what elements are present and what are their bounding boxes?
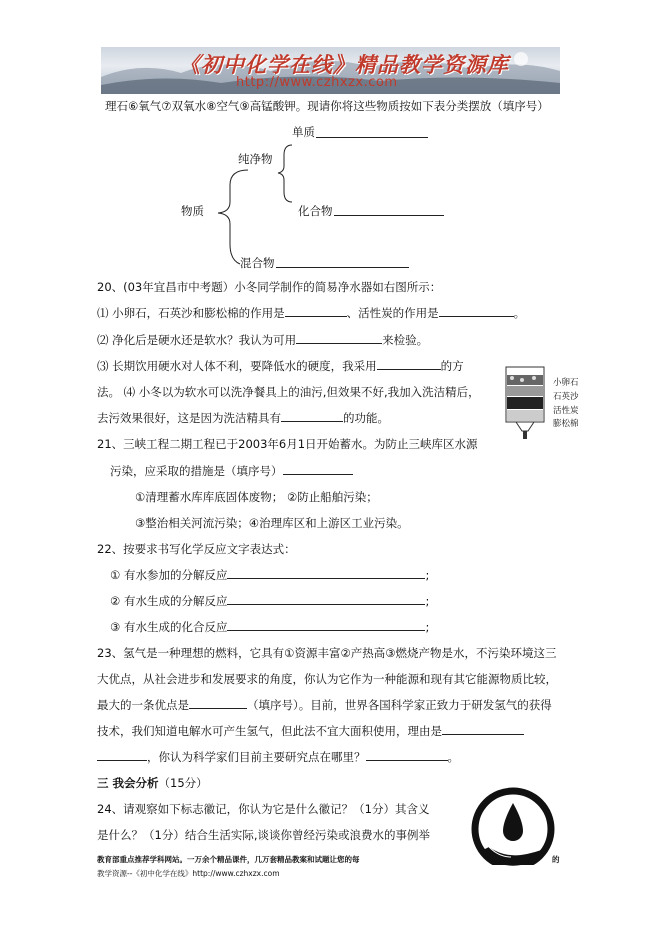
compound-label: 化合物 [298,204,333,218]
q22-2-end: ; [425,594,430,608]
section3-score: （15分） [158,776,208,790]
q20-1-text: ⑴ 小卵石，石英沙和膨松棉的作用是 [97,306,285,320]
q20-line2 [97,332,428,348]
cotton-layer [507,410,543,421]
q22-blank-3[interactable] [227,619,425,631]
q20-blank-d[interactable] [377,358,441,370]
fig-label-sand: 石英沙 [553,392,579,402]
q23-3-end: （填序号）。目前，世界各国科学家正致力于研发氢气的获得 [247,698,552,712]
water-filter-figure [502,365,550,443]
footer-line1-end: 的 [552,855,560,864]
fig-label-pebble: 小卵石 [553,378,579,388]
q22-title: 22、按要求书写化学反应文字表达式： [97,542,296,556]
q20-blank-a[interactable] [285,305,347,317]
fig-label-cotton: 膨松棉 [553,419,579,429]
q21-2-text: 污染，应采取的措施是（填序号） [110,464,283,478]
intro-line: 理石⑥氧气⑦双氧水⑧空气⑨高锰酸钾。现请你将这些物质按如下表分类摆放（填序号） [105,99,549,113]
q20-blank-b[interactable] [439,305,514,317]
q23-line5 [97,749,459,765]
section3-label: 三 我会分析 [97,776,159,790]
q20-line5 [97,410,389,426]
q22-blank-1[interactable] [227,567,425,579]
q22-item-2 [110,593,429,609]
q20-line4: 法。 ⑷ 小冬以为软水可以洗净餐具上的油污,但效果不好,我加入洗洁精后， [97,385,480,399]
q23-blank-d[interactable] [366,749,448,761]
q23-blank-a[interactable] [189,697,247,709]
mixture-blank[interactable] [276,267,409,268]
q22-3-text: ③ 有水生成的化合反应 [110,620,228,634]
carbon-layer [507,397,543,409]
q23-3-text: 最大的一条优点是 [97,698,189,712]
q22-blank-2[interactable] [227,593,425,605]
q23-blank-c[interactable] [97,749,147,761]
compound-blank[interactable] [334,215,444,216]
q22-1-text: ① 有水参加的分解反应 [110,568,228,582]
pure-label: 纯净物 [238,152,273,166]
element-blank[interactable] [316,137,428,138]
water-saving-emblem-icon [459,777,569,881]
q24-line2: 是什么？（1分）结合生活实际,谈谈你曾经污染或浪费水的事例举 [97,828,430,842]
q22-2-text: ② 有水生成的分解反应 [110,594,228,608]
fig-label-carbon: 活性炭 [553,406,579,416]
q20-blank-e[interactable] [281,410,343,422]
q20-line3 [97,358,464,374]
q23-5-text: ，你认为科学家们目前主要研究点在哪里？ [147,750,366,764]
element-label: 单质 [292,125,315,139]
q20-2-text: ⑵ 净化后是硬水还是软水？我认为可用 [97,333,297,347]
q23-4-text: 技术，我们知道电解水可产生氢气，但此法不宜大面积使用，理由是 [97,724,442,738]
root-label: 物质 [181,204,204,218]
q20-title: 20、(03年宜昌市中考题）小冬同学制作的简易净水器如右图所示： [97,280,442,294]
q20-1-text-b: 、活性炭的作用是 [346,306,439,320]
section3-heading [97,775,208,791]
banner-url[interactable]: http://www.czhxzx.com [236,75,398,90]
q22-item-1 [110,567,429,583]
q21-line2 [110,463,353,479]
banner-title: 《初中化学在线》精品教学资源库 [179,52,509,77]
mixture-label: 混合物 [240,256,275,270]
q21-options-2: ③整治相关河流污染；④治理库区和上游区工业污染。 [135,516,409,530]
q22-3-end: ; [425,620,430,634]
q23-line3 [97,697,552,713]
q23-5-end: 。 [447,750,459,764]
q21-blank[interactable] [283,463,353,475]
q20-5-text: 去污效果很好，这是因为洗洁精具有 [97,411,281,425]
q20-3-text: ⑶ 长期饮用硬水对人体不利，要降低水的硬度，我采用 [97,359,377,373]
sand-layer [507,386,543,396]
footer-line1: 教育部重点推荐学科网站。一万余个精品课件，几万套精品教案和试题让您的每 [97,855,360,864]
q23-line1: 23、氢气是一种理想的燃料，它具有①资源丰富②产热高③燃烧产物是水，不污染环境这三 [97,646,557,660]
q23-line2: 大优点，从社会进步和发展要求的角度，你认为它作为一种能源和现有其它能源物质比较， [97,672,557,686]
q21-title: 21、三峡工程二期工程已于2003年6月1日开始蓄水。为防止三峡库区水源 [97,437,478,451]
q21-options-1: ①清理蓄水库库底固体废物； ②防止船舶污染； [135,490,378,504]
q23-line4 [97,723,524,739]
q23-blank-b[interactable] [442,723,524,735]
q22-1-end: ; [425,568,430,582]
q20-2-end: 来检验。 [382,333,429,347]
q20-line1 [97,305,525,321]
q20-blank-c[interactable] [296,332,382,344]
q20-5-end: 的功能。 [343,411,389,425]
q20-3-end: 的方 [440,359,464,373]
q22-item-3 [110,619,429,635]
header-banner [101,47,560,94]
q24-line1: 24、请观察如下标志徽记，你认为它是什么徽记？（1分）其含义 [97,802,430,816]
q20-1-end: 。 [513,306,526,320]
footer-line2[interactable]: 教学资源--《初中化学在线》http://www.czhxzx.com [97,869,280,878]
